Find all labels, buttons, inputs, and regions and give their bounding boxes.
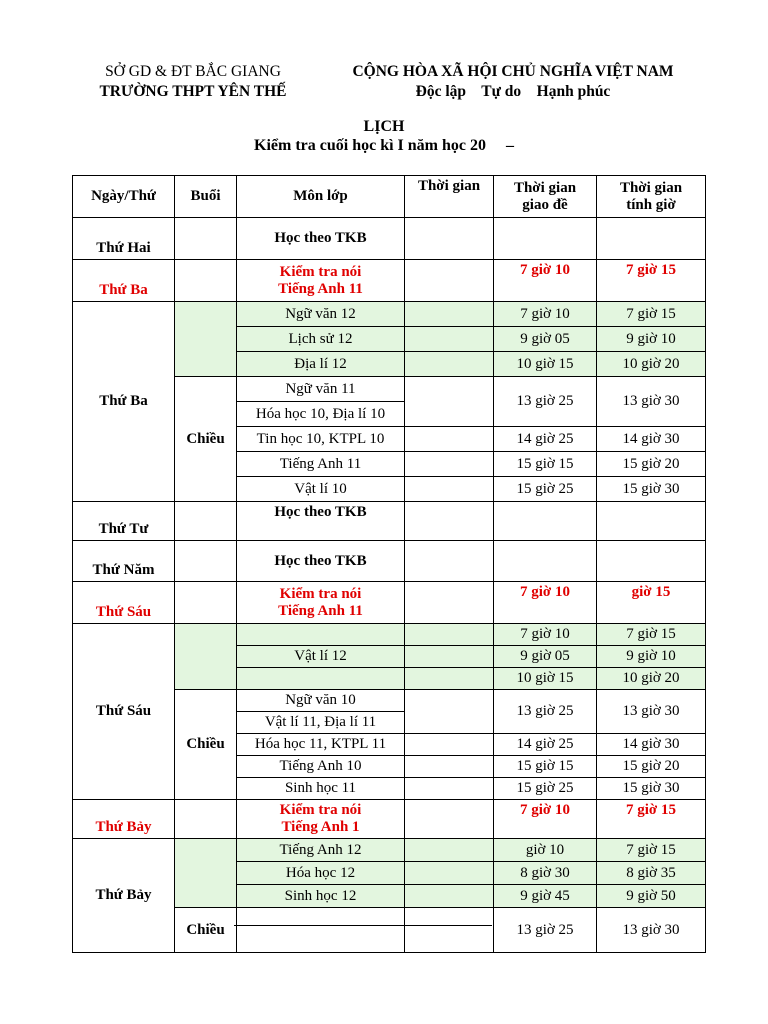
table-row bbox=[73, 624, 706, 646]
handout-time-cell: 13 giờ 25 bbox=[494, 690, 597, 734]
handout-time-cell: 10 giờ 15 bbox=[494, 352, 597, 377]
handout-time-cell: 15 giờ 15 bbox=[494, 756, 597, 778]
subject-cell bbox=[237, 668, 405, 690]
start-time-cell: 10 giờ 20 bbox=[597, 668, 706, 690]
subject-cell: Tin học 10, KTPL 10 bbox=[237, 427, 405, 452]
day-cell: Thứ Hai bbox=[73, 218, 175, 260]
day-cell: Thứ Bảy bbox=[73, 800, 175, 839]
start-time-cell: 15 giờ 30 bbox=[597, 477, 706, 502]
subject-cell: Ngữ văn 11 bbox=[237, 377, 405, 402]
handout-time-cell: 10 giờ 15 bbox=[494, 668, 597, 690]
handout-time-cell: 13 giờ 25 bbox=[494, 908, 597, 953]
start-time-cell: 7 giờ 15 bbox=[597, 260, 706, 302]
day-cell: Thứ Ba bbox=[73, 260, 175, 302]
start-time-cell: 10 giờ 20 bbox=[597, 352, 706, 377]
handout-time-cell: 15 giờ 25 bbox=[494, 477, 597, 502]
start-time-cell: 7 giờ 15 bbox=[597, 800, 706, 839]
start-time-cell: 14 giờ 30 bbox=[597, 427, 706, 452]
subject-cell bbox=[237, 908, 405, 953]
handout-time-cell: 15 giờ 15 bbox=[494, 452, 597, 477]
document-subtitle: Kiểm tra cuối học kì I năm học 20 – bbox=[254, 137, 514, 154]
table-row bbox=[73, 800, 706, 839]
subject-cell: Học theo TKB bbox=[237, 541, 405, 582]
exam-schedule-table bbox=[72, 175, 706, 953]
handout-time-cell: 9 giờ 05 bbox=[494, 327, 597, 352]
subject-cell: Kiểm tra nói Tiếng Anh 11 bbox=[237, 582, 405, 624]
start-time-cell: 9 giờ 10 bbox=[597, 646, 706, 668]
start-time-cell: 7 giờ 15 bbox=[597, 839, 706, 862]
subject-cell: Kiểm tra nói Tiếng Anh 11 bbox=[237, 260, 405, 302]
subject-cell: Học theo TKB bbox=[237, 502, 405, 541]
start-time-cell: 15 giờ 20 bbox=[597, 452, 706, 477]
start-time-cell: 13 giờ 30 bbox=[597, 690, 706, 734]
session-cell: Chiều bbox=[175, 908, 237, 953]
start-time-cell: 7 giờ 15 bbox=[597, 302, 706, 327]
national-motto: Độc lập Tự do Hạnh phúc bbox=[415, 83, 611, 100]
start-time-cell: 7 giờ 15 bbox=[597, 624, 706, 646]
handout-time-cell: 7 giờ 10 bbox=[494, 800, 597, 839]
subject-cell: Ngữ văn 12 bbox=[237, 302, 405, 327]
subject-cell: Hóa học 11, KTPL 11 bbox=[237, 734, 405, 756]
handout-time-cell: giờ 10 bbox=[494, 839, 597, 862]
header-left bbox=[68, 62, 318, 102]
handout-time-cell: 15 giờ 25 bbox=[494, 778, 597, 800]
header-right bbox=[318, 62, 708, 102]
subject-cell: Hóa học 12 bbox=[237, 862, 405, 885]
handout-time-cell: 8 giờ 30 bbox=[494, 862, 597, 885]
subject-cell: Ngữ văn 10 bbox=[237, 690, 405, 712]
subject-cell: Tiếng Anh 12 bbox=[237, 839, 405, 862]
handout-time-cell: 14 giờ 25 bbox=[494, 427, 597, 452]
department-name: SỞ GD & ĐT BẮC GIANG bbox=[105, 63, 281, 80]
handout-time-cell: 9 giờ 45 bbox=[494, 885, 597, 908]
day-cell: Thứ Tư bbox=[73, 502, 175, 541]
table-row bbox=[73, 582, 706, 624]
subject-cell: Vật lí 10 bbox=[237, 477, 405, 502]
handout-time-cell: 7 giờ 10 bbox=[494, 302, 597, 327]
handout-time-cell: 13 giờ 25 bbox=[494, 377, 597, 427]
subject-cell: Tiếng Anh 10 bbox=[237, 756, 405, 778]
handout-time-cell: 7 giờ 10 bbox=[494, 582, 597, 624]
session-cell: Chiều bbox=[175, 690, 237, 800]
start-time-cell: 14 giờ 30 bbox=[597, 734, 706, 756]
subject-cell: Sinh học 11 bbox=[237, 778, 405, 800]
day-cell: Thứ Sáu bbox=[73, 624, 175, 800]
subject-cell: Lịch sử 12 bbox=[237, 327, 405, 352]
table-row bbox=[73, 502, 706, 541]
start-time-cell: 13 giờ 30 bbox=[597, 377, 706, 427]
table-row bbox=[73, 302, 706, 327]
start-time-cell: 15 giờ 20 bbox=[597, 756, 706, 778]
col-header-day: Ngày/Thứ bbox=[73, 176, 175, 218]
subject-cell: Vật lí 11, Địa lí 11 bbox=[237, 712, 405, 734]
handout-time-cell: 14 giờ 25 bbox=[494, 734, 597, 756]
col-header-handout: Thời gian giao đề bbox=[494, 176, 597, 218]
subject-cell: Địa lí 12 bbox=[237, 352, 405, 377]
subject-cell: Hóa học 10, Địa lí 10 bbox=[237, 402, 405, 427]
handout-time-cell: 9 giờ 05 bbox=[494, 646, 597, 668]
session-cell bbox=[175, 302, 237, 377]
subject-cell: Vật lí 12 bbox=[237, 646, 405, 668]
table-row bbox=[73, 218, 706, 260]
start-time-cell: 9 giờ 10 bbox=[597, 327, 706, 352]
row-divider-line bbox=[234, 925, 492, 926]
school-name: TRƯỜNG THPT YÊN THẾ bbox=[99, 83, 287, 100]
col-header-start: Thời gian tính giờ bbox=[597, 176, 706, 218]
subject-cell: Sinh học 12 bbox=[237, 885, 405, 908]
subject-cell: Kiểm tra nói Tiếng Anh 1 bbox=[237, 800, 405, 839]
day-cell: Thứ Sáu bbox=[73, 582, 175, 624]
table-header-row bbox=[73, 176, 706, 218]
col-header-session: Buổi bbox=[175, 176, 237, 218]
handout-time-cell: 7 giờ 10 bbox=[494, 624, 597, 646]
document-title: LỊCH bbox=[363, 118, 405, 135]
col-header-time: Thời gian bbox=[405, 176, 494, 218]
table-row bbox=[73, 260, 706, 302]
start-time-cell: giờ 15 bbox=[597, 582, 706, 624]
nation-name: CỘNG HÒA XÃ HỘI CHỦ NGHĨA VIỆT NAM bbox=[352, 63, 674, 80]
start-time-cell: 9 giờ 50 bbox=[597, 885, 706, 908]
day-cell: Thứ Năm bbox=[73, 541, 175, 582]
start-time-cell: 8 giờ 35 bbox=[597, 862, 706, 885]
handout-time-cell: 7 giờ 10 bbox=[494, 260, 597, 302]
subject-cell: Học theo TKB bbox=[237, 218, 405, 260]
session-cell bbox=[175, 839, 237, 908]
start-time-cell: 13 giờ 30 bbox=[597, 908, 706, 953]
table-row bbox=[73, 839, 706, 862]
subject-cell: Tiếng Anh 11 bbox=[237, 452, 405, 477]
session-cell bbox=[175, 624, 237, 690]
day-cell: Thứ Ba bbox=[73, 302, 175, 502]
session-cell: Chiều bbox=[175, 377, 237, 502]
col-header-subject: Môn lớp bbox=[237, 176, 405, 218]
table-row bbox=[73, 541, 706, 582]
day-cell: Thứ Bảy bbox=[73, 839, 175, 953]
subject-cell bbox=[237, 624, 405, 646]
start-time-cell: 15 giờ 30 bbox=[597, 778, 706, 800]
